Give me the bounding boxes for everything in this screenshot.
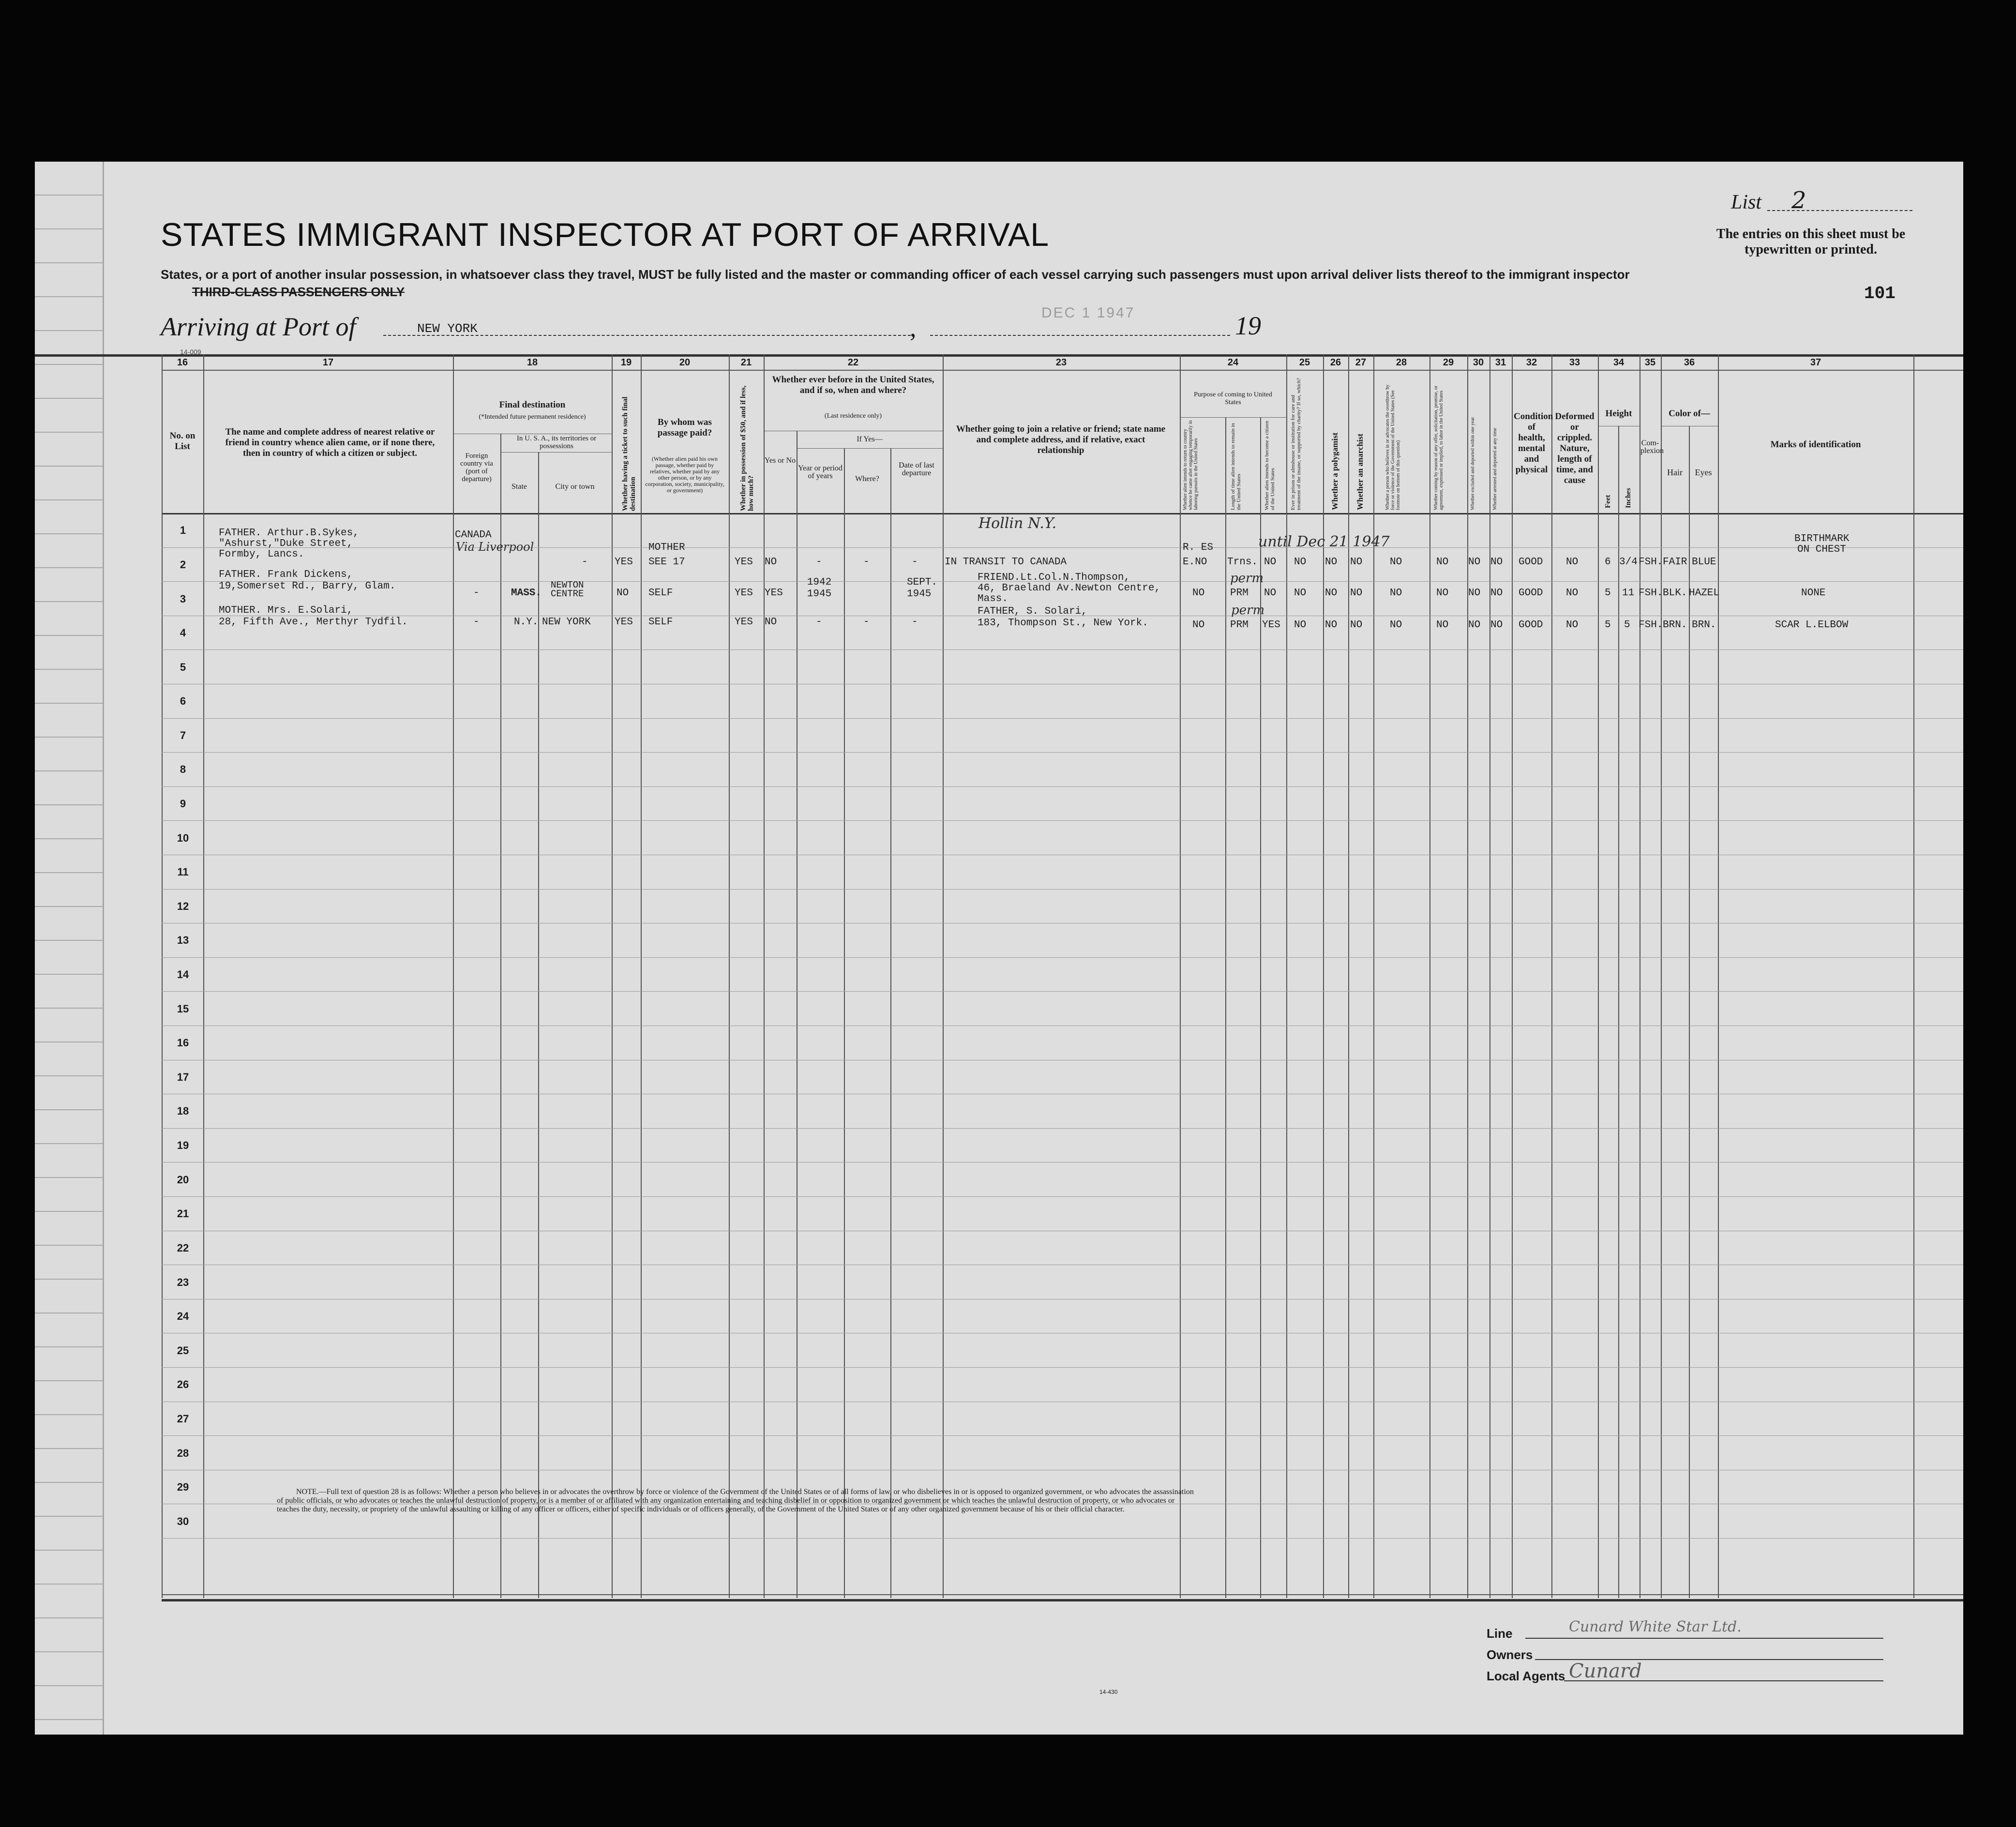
- vline: [453, 354, 454, 1598]
- header-purpose-b: Length of time alien intends to remain in the United States: [1230, 423, 1242, 510]
- entry-2-anarchist: NO: [1350, 588, 1363, 599]
- entry-1-marks-2: ON CHEST: [1797, 544, 1846, 555]
- entry-1-years: -: [816, 557, 822, 568]
- row-rule: [162, 1128, 1963, 1129]
- row-number: 18: [177, 1105, 189, 1117]
- header-if-yes: If Yes—: [857, 435, 883, 443]
- row-number: 16: [177, 1037, 189, 1049]
- entry-2-marks-1: NONE: [1801, 588, 1826, 599]
- agents-value: Cunard: [1569, 1660, 1642, 1682]
- entry-1-purpose-a: R. ES: [1183, 542, 1214, 553]
- vline: [1489, 354, 1490, 1598]
- row-number: 21: [177, 1208, 189, 1220]
- row-number: 15: [177, 1003, 189, 1015]
- entry-3-q31: NO: [1490, 619, 1503, 631]
- entry-3-anarchist: NO: [1350, 619, 1363, 631]
- entry-3-joining-2: 183, Thompson St., New York.: [978, 618, 1148, 629]
- header-yes-no: Yes or No: [764, 456, 796, 465]
- row-rule: [162, 752, 1963, 753]
- entry-2-q28: NO: [1390, 588, 1402, 599]
- entry-3-feet: 5: [1605, 619, 1611, 631]
- header-hair: Hair: [1667, 468, 1683, 477]
- row-number: 28: [177, 1447, 189, 1459]
- col-number: 23: [1055, 357, 1067, 368]
- vline: [1718, 354, 1719, 1598]
- row-number: 7: [180, 729, 186, 741]
- entry-2-joining-3: Mass.: [978, 593, 1008, 604]
- row-rule: [162, 820, 1963, 821]
- entry-1-joining-1: IN TRANSIT TO CANADA: [945, 557, 1067, 568]
- entry-2-relative-2: 19,Somerset Rd., Barry, Glam.: [219, 581, 396, 592]
- year-prefix: 19: [1235, 311, 1261, 340]
- entry-1-paid-by-2: SEE 17: [648, 557, 685, 568]
- header-year-period: Year or period of years: [798, 464, 843, 480]
- col-number: 22: [847, 357, 859, 368]
- col-number: 26: [1330, 357, 1341, 368]
- entry-3-state: N.Y.: [514, 617, 539, 628]
- col-number: 20: [679, 357, 691, 368]
- entry-2-purpose-hw: perm: [1230, 571, 1264, 586]
- header-purpose-a: Whether alien intends to return to country whence he came after engaging temporarily in laboring pursuits in the United States: [1183, 420, 1199, 510]
- entry-2-feet: 5: [1605, 588, 1611, 599]
- row-number: 22: [177, 1242, 189, 1254]
- entry-3-eyes: BRN.: [1692, 619, 1716, 631]
- entry-1-q31: NO: [1490, 557, 1503, 568]
- entry-1-polygamist: NO: [1325, 557, 1338, 568]
- row-number: 19: [177, 1139, 189, 1151]
- header-anarchist: Whether an anarchist: [1355, 433, 1365, 510]
- header-bottom-rule: [162, 513, 1963, 514]
- header-before-us-sub: (Last residence only): [824, 412, 882, 420]
- row-rule: [162, 1162, 1963, 1163]
- entry-2-hair: BLK.: [1663, 588, 1687, 599]
- vline: [203, 354, 204, 1598]
- agents-label: Local Agents: [1487, 1669, 1565, 1683]
- binding-margin: [35, 162, 104, 1735]
- list-line: [1767, 210, 1912, 211]
- entry-1-complexion: FSH.: [1639, 557, 1663, 568]
- entry-1-where: -: [863, 557, 870, 568]
- row-number: 8: [180, 763, 186, 775]
- header-state: State: [512, 483, 527, 491]
- header-color-of: Color of—: [1669, 408, 1710, 419]
- entry-3-purpose-hw: perm: [1231, 603, 1265, 618]
- col-number: 19: [620, 357, 632, 368]
- entry-1-inches: 3/4: [1619, 557, 1638, 568]
- entry-1-hair: FAIR: [1663, 557, 1687, 568]
- entry-1-purpose-a2: E.NO: [1183, 557, 1207, 568]
- col-number: 35: [1644, 357, 1656, 368]
- entry-2-polygamist: NO: [1325, 588, 1338, 599]
- entry-3-years: -: [816, 617, 822, 628]
- port-value: NEW YORK: [417, 321, 478, 336]
- entry-1-q29: NO: [1436, 557, 1449, 568]
- entry-3-relative-2: 28, Fifth Ave., Merthyr Tydfil.: [219, 617, 408, 628]
- header-marks: Marks of identification: [1770, 439, 1861, 450]
- vline: [1260, 417, 1261, 1598]
- colnum-rule: [162, 370, 1963, 371]
- entry-1-foreign-country: CANADA: [455, 529, 492, 541]
- row-number: 10: [177, 832, 189, 844]
- entry-2-years: 1942 1945: [807, 577, 832, 600]
- header-purpose-c: Whether alien intends to become a citizen of the United States: [1264, 421, 1276, 510]
- row-number: 14: [177, 968, 189, 981]
- form-code: 14-009: [180, 348, 201, 356]
- header-health: Condition of health, mental and physical: [1514, 411, 1553, 475]
- row-number: 24: [177, 1310, 189, 1322]
- entries-note: The entries on this sheet must be typewritten or printed.: [1716, 226, 1906, 257]
- entry-2-deformed: NO: [1566, 588, 1579, 599]
- vline: [1661, 354, 1662, 1598]
- col-number: 27: [1355, 357, 1367, 368]
- entry-2-state: MASS.: [511, 588, 542, 599]
- vline: [641, 354, 642, 1598]
- row-number: 23: [177, 1276, 189, 1288]
- vline: [729, 354, 730, 1598]
- entry-1-q28: NO: [1390, 557, 1402, 568]
- col-number: 31: [1495, 357, 1506, 368]
- line-value: Cunard White Star Ltd.: [1569, 1618, 1742, 1635]
- row-number: 1: [180, 524, 186, 536]
- entry-3-q28: NO: [1390, 619, 1402, 631]
- vline: [500, 434, 501, 1598]
- row-number: 3: [180, 593, 186, 605]
- entry-1-departure: -: [912, 557, 918, 568]
- form-instructions: States, or a port of another insular possession, in whatsoever class they travel, MUST be fully listed and the master or commanding officer of each vessel carrying such passengers must upon arrival deliver lists thereof to the immigrant inspector: [161, 267, 1630, 282]
- table-bottom-rule: [162, 1594, 1963, 1595]
- col-number: 21: [740, 357, 752, 368]
- entry-1-purpose-b: Trns.: [1227, 557, 1258, 568]
- header-final-destination-sub: (*Intended future permanent residence): [479, 413, 586, 421]
- col-number: 17: [322, 357, 334, 368]
- entry-3-purpose-b: PRM: [1230, 619, 1249, 631]
- header-complexion: Com-plexion: [1640, 439, 1664, 455]
- date-line: [930, 335, 1230, 336]
- entry-3-purpose-c: YES: [1262, 619, 1280, 631]
- row-rule: [162, 1196, 1963, 1197]
- question-28-note: NOTE.—Full text of question 28 is as follows: Whether a person who believes in or advocates the overthrow by force or violence of the Government of the United States or of all forms of law, or who disbelieves in or is opposed to organized government, or who advocates the assassination of public officials, or who advocates or teaches the unlawful destruction of property, or is a member of or affiliated with any organization entertaining and teaching disbelief in or opposition to organized government or which teaches the unlawful destruction of property, or who advocates or teaches the duty, necessity, or propriety of the unlawful assaulting or killing of any officer or officers, either of specific individuals or of officers generally, of the Government of the United States or of any other organized government because of his or their official character.: [277, 1488, 1194, 1513]
- entry-2-purpose-b: PRM: [1230, 588, 1249, 599]
- header-no-on-list: No. on List: [169, 431, 196, 452]
- col-number: 34: [1613, 357, 1625, 368]
- entry-3-before: NO: [765, 617, 777, 628]
- vline: [1598, 354, 1599, 1598]
- entry-1-relative-2: "Ashurst,"Duke Street,: [219, 538, 353, 549]
- header-q31: Whether arrested and deported at any time: [1492, 428, 1498, 510]
- entry-2-joining-1: FRIEND.Lt.Col.N.Thompson,: [978, 572, 1130, 583]
- entry-1-anarchist: NO: [1350, 557, 1363, 568]
- subrule-18b: [501, 452, 612, 453]
- manifest-sheet: [35, 162, 1963, 1735]
- row-rule: [162, 718, 1963, 719]
- class-note: THIRD-CLASS PASSENGERS ONLY: [192, 285, 405, 299]
- row-rule: [162, 1367, 1963, 1368]
- entry-2-joining-2: 46, Braeland Av.Newton Centre,: [978, 583, 1161, 594]
- header-relative: The name and complete address of nearest relative or friend in country whence alien came, or if none there, then in country of which a citizen or subject.: [225, 427, 435, 458]
- vline: [890, 448, 891, 1598]
- entry-2-q30: NO: [1468, 588, 1481, 599]
- list-number: 2: [1791, 187, 1806, 214]
- entry-1-joining-hw: Hollin N.Y.: [978, 515, 1057, 532]
- entry-1-health: GOOD: [1519, 557, 1543, 568]
- entry-3-joining-1: FATHER, S. Solari,: [978, 606, 1087, 617]
- entry-3-departure: -: [912, 617, 918, 628]
- vline: [1225, 417, 1226, 1598]
- subrule-22b: [797, 448, 943, 449]
- col-number: 30: [1473, 357, 1484, 368]
- entry-3-purpose-a: NO: [1192, 619, 1205, 631]
- header-q29: Whether coming by reason of any offer, solicitation, promise, or agreement, expressed or implied, to labor in the United States: [1433, 385, 1444, 510]
- header-paid-by: By whom was passage paid?: [657, 417, 712, 438]
- entry-1-relative-3: Formby, Lancs.: [219, 549, 304, 560]
- vline: [162, 354, 163, 1598]
- row-number: 4: [180, 627, 186, 639]
- entry-3-complexion: FSH.: [1639, 619, 1663, 631]
- entry-3-polygamist: NO: [1325, 619, 1338, 631]
- entry-2-city: NEWTON CENTRE: [551, 580, 584, 599]
- row-number: 12: [177, 900, 189, 912]
- row-rule: [162, 1435, 1963, 1436]
- entry-2-foreign-country: -: [473, 588, 480, 599]
- header-deformed: Deformed or crippled. Nature, length of time, and cause: [1555, 411, 1595, 485]
- entry-2-money: YES: [735, 588, 753, 599]
- entry-2-departure: SEPT. 1945: [907, 577, 938, 600]
- col-number: 33: [1569, 357, 1580, 368]
- entry-3-health: GOOD: [1519, 619, 1543, 631]
- entry-1-marks-1: BIRTHMARK: [1794, 533, 1850, 544]
- entry-2-ticket: NO: [617, 588, 629, 599]
- entry-1-ticket: YES: [615, 557, 633, 568]
- arriving-label: Arriving at Port of: [161, 312, 356, 341]
- col-number: 18: [527, 357, 538, 368]
- entry-3-city: NEW YORK: [542, 617, 591, 628]
- entry-2-purpose-a: NO: [1192, 588, 1205, 599]
- entry-3-hair: BRN.: [1663, 619, 1687, 631]
- vline: [612, 354, 613, 1598]
- entry-3-prison: NO: [1294, 619, 1307, 631]
- entry-3-relative-1: MOTHER. Mrs. E.Solari,: [219, 605, 353, 616]
- vline: [943, 354, 944, 1598]
- date-stamp: DEC 1 1947: [1041, 305, 1135, 321]
- header-inches: Inches: [1625, 488, 1632, 508]
- col-number: 36: [1684, 357, 1695, 368]
- row-rule: [162, 957, 1963, 958]
- entry-3-marks-1: SCAR L.ELBOW: [1775, 619, 1849, 631]
- header-purpose: Purpose of coming to United States: [1194, 391, 1272, 406]
- header-ticket: Whether having a ticket to such final destination: [621, 396, 637, 511]
- row-number: 13: [177, 934, 189, 946]
- entry-1-before: NO: [765, 557, 777, 568]
- vline: [764, 354, 765, 1598]
- header-before-us: Whether ever before in the United States, and if so, when and where?: [772, 375, 934, 395]
- entry-1-city: -: [582, 557, 588, 568]
- entry-2-eyes: HAZEL: [1689, 588, 1720, 599]
- col-number: 28: [1396, 357, 1407, 368]
- vline: [1180, 354, 1181, 1598]
- col-number: 24: [1227, 357, 1239, 368]
- row-rule: [162, 889, 1963, 890]
- entry-2-q29: NO: [1436, 588, 1449, 599]
- entry-1-paid-by-1: MOTHER: [648, 542, 685, 553]
- row-rule: [162, 547, 1963, 548]
- owners-label: Owners: [1487, 1647, 1533, 1662]
- col-number: 32: [1526, 357, 1537, 368]
- vline: [1429, 354, 1430, 1598]
- row-rule: [162, 1538, 1963, 1539]
- row-rule: [162, 786, 1963, 787]
- vline: [1551, 354, 1552, 1598]
- entry-3-paid-by-1: SELF: [648, 617, 673, 628]
- row-number: 6: [180, 695, 186, 707]
- entry-3-q29: NO: [1436, 619, 1449, 631]
- vline: [844, 448, 845, 1598]
- header-paid-by-sub: (Whether alien paid his own passage, whether paid by relatives, whether paid by any other person, or by any corporation, society, municipality, or government): [645, 455, 724, 494]
- row-number: 2: [180, 559, 186, 571]
- header-date-departure: Date of last departure: [899, 461, 934, 477]
- entry-1-purpose-c: NO: [1264, 557, 1277, 568]
- vline: [1618, 426, 1619, 1598]
- entry-3-q30: NO: [1468, 619, 1481, 631]
- header-height: Height: [1605, 408, 1632, 419]
- header-prison: Ever in prison or almshouse or institution for care and treatment of the insane, or supported by charity? If so, which?: [1290, 377, 1302, 510]
- col-number: 16: [177, 357, 188, 368]
- header-where: Where?: [855, 475, 879, 483]
- header-q30: Whether excluded and deported within one year: [1470, 417, 1475, 510]
- col-number: 29: [1443, 357, 1454, 368]
- row-rule: [162, 649, 1963, 650]
- row-number: 17: [177, 1071, 189, 1083]
- entry-3-foreign-country: -: [473, 617, 480, 628]
- header-money: Whether in possession of $50, and if less, how much?: [739, 385, 755, 511]
- entry-2-prison: NO: [1294, 588, 1307, 599]
- col-number: 37: [1810, 357, 1821, 368]
- row-number: 29: [177, 1481, 189, 1493]
- row-number: 27: [177, 1413, 189, 1425]
- form-title: STATES IMMIGRANT INSPECTOR AT PORT OF ARRIVAL: [161, 216, 1050, 253]
- line-label: Line: [1487, 1626, 1513, 1641]
- header-feet: Feet: [1604, 495, 1612, 508]
- row-number: 20: [177, 1174, 189, 1186]
- entry-2-purpose-c: NO: [1264, 588, 1277, 599]
- entry-2-relative-1: FATHER. Frank Dickens,: [219, 569, 353, 580]
- entry-3-where: -: [863, 617, 870, 628]
- entry-2-inches: 11: [1622, 588, 1635, 599]
- header-final-destination: Final destination: [499, 400, 566, 410]
- header-q28: Whether a person who believes in or advocates the overthrow by force or violence of the Government of the United States (See footnote on bottom of this question): [1385, 384, 1401, 510]
- header-usa: In U. S. A., its territories or possessions: [516, 435, 597, 450]
- entry-1-relative-1: FATHER. Arthur.B.Sykes,: [219, 528, 359, 539]
- footer-rule: [162, 1599, 1963, 1601]
- entry-1-deformed: NO: [1566, 557, 1579, 568]
- entry-2-paid-by-1: SELF: [648, 588, 673, 599]
- entry-1-prison: NO: [1294, 557, 1307, 568]
- row-number: 30: [177, 1515, 189, 1527]
- entry-3-inches: 5: [1624, 619, 1630, 631]
- col-number: 25: [1299, 357, 1310, 368]
- row-number: 26: [177, 1378, 189, 1390]
- row-rule: [162, 991, 1963, 992]
- top-rule: [35, 354, 1963, 357]
- vline: [1467, 354, 1468, 1598]
- row-number: 5: [180, 661, 186, 673]
- list-label: List: [1731, 191, 1762, 213]
- comma: ,: [910, 313, 917, 342]
- line-underline: [1525, 1638, 1883, 1639]
- entry-1-eyes: BLUE: [1692, 557, 1716, 568]
- entry-3-ticket: YES: [615, 617, 633, 628]
- entry-1-money: YES: [735, 557, 753, 568]
- header-city: City or town: [555, 483, 595, 491]
- entry-2-health: GOOD: [1519, 588, 1543, 599]
- vline: [1689, 426, 1690, 1598]
- vline: [1913, 354, 1914, 1598]
- entry-1-purpose-hw: until Dec 21 1947: [1258, 533, 1390, 550]
- header-foreign-country: Foreign country via (port of departure): [460, 452, 493, 483]
- entry-3-deformed: NO: [1566, 619, 1579, 631]
- header-eyes: Eyes: [1695, 468, 1712, 477]
- sheet-number: 101: [1864, 284, 1896, 303]
- footer-form-code: 14-430: [1099, 1689, 1118, 1695]
- entry-2-before: YES: [765, 588, 783, 599]
- subrule-24: [1180, 417, 1286, 418]
- entry-3-money: YES: [735, 617, 753, 628]
- entry-1-q30: NO: [1468, 557, 1481, 568]
- row-number: 25: [177, 1344, 189, 1357]
- entry-2-q31: NO: [1490, 588, 1503, 599]
- header-joining: Whether going to join a relative or friend; state name and complete address, and if relative, exact relationship: [956, 424, 1166, 455]
- entry-1-feet: 6: [1605, 557, 1611, 568]
- header-polygamist: Whether a polygamist: [1330, 432, 1339, 510]
- row-number: 9: [180, 798, 186, 810]
- vline: [1512, 354, 1513, 1598]
- row-number: 11: [177, 866, 189, 878]
- entry-1-foreign-via: Via Liverpool: [456, 540, 534, 554]
- entry-2-complexion: FSH.: [1639, 588, 1663, 599]
